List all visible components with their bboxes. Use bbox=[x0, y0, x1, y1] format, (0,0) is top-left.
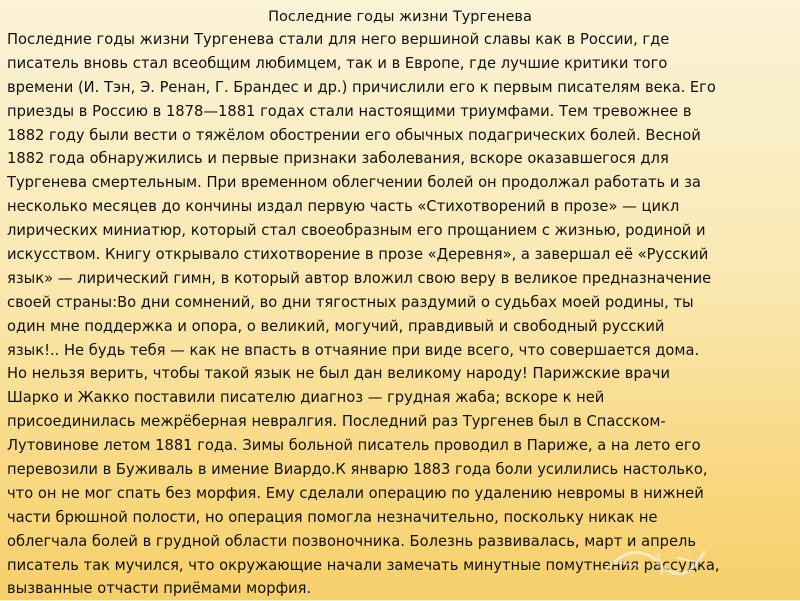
text-line: Тургенева смертельным. При временном облегчении болей он продолжал работать и за bbox=[7, 174, 701, 192]
text-line: лирических миниатюр, который стал своеобразным его прощанием с жизнью, родиной и bbox=[7, 222, 706, 240]
text-line: несколько месяцев до кончины издал первую часть «Стихотворений в прозе» — цикл bbox=[7, 198, 680, 216]
text-line: своей страны:Во дни сомнений, во дни тягостных раздумий о судьбах моей родины, ты bbox=[7, 293, 694, 311]
slide-title: Последние годы жизни Тургенева bbox=[268, 9, 532, 25]
text-line: язык» — лирический гимн, в который автор вложил свою веру в великое предназначение bbox=[7, 269, 712, 287]
text-line: Лутовинове летом 1881 года. Зимы больной писатель проводил в Париже, а на лето его bbox=[7, 437, 701, 455]
text-line: писатель вновь стал всеобщим любимцем, так и в Европе, где лучшие критики того bbox=[7, 54, 668, 72]
text-line: Шарко и Жакко поставили писателю диагноз — грудная жаба; вскоре к ней bbox=[7, 389, 605, 407]
body-text bbox=[7, 28, 793, 601]
text-line: писатель так мучился, что окружающие начали замечать минутные помутнения рассудка, bbox=[7, 556, 720, 574]
text-line: язык!.. Не будь тебя — как не впасть в отчаяние при виде всего, что совершается дома. bbox=[7, 341, 700, 359]
text-line: вызванные отчасти приёмами морфия. bbox=[7, 580, 312, 598]
text-line: Но нельзя верить, чтобы такой язык не был дан великому народу! Парижские врачи bbox=[7, 365, 670, 383]
text-line: части брюшной полости, но операция помогла незначительно, поскольку никак не bbox=[7, 508, 658, 526]
text-line: присоединилась межрёберная невралгия. Последний раз Тургенев был в Спасском- bbox=[7, 413, 666, 431]
text-line: один мне поддержка и опора, о великий, могучий, правдивый и свободный русский bbox=[7, 317, 665, 335]
text-line: облегчала болей в грудной области позвоночника. Болезнь развивалась, март и апрель bbox=[7, 532, 697, 550]
text-line: Последние годы жизни Тургенева стали для него вершиной славы как в России, где bbox=[7, 31, 670, 48]
text-line: 1882 году были вести о тяжёлом обострении его обычных подагрических болей. Весной bbox=[7, 126, 701, 144]
text-line: 1882 года обнаружились и первые признаки заболевания, вскоре оказавшегося для bbox=[7, 150, 669, 168]
text-line: искусством. Книгу открывало стихотворение в прозе «Деревня», а завершал её «Русский bbox=[7, 246, 709, 264]
text-line: что он не мог спать без морфия. Ему сделали операцию по удалению невромы в нижней bbox=[7, 484, 704, 502]
text-line: времени (И. Тэн, Э. Ренан, Г. Брандес и др.) причислили его к первым писателям века. Его bbox=[7, 78, 716, 96]
text-line: приезды в Россию в 1878—1881 годах стали настоящими триумфами. Тем тревожнее в bbox=[7, 102, 692, 120]
text-line: перевозили в Буживаль в имение Виардо.К январю 1883 года боли усилились настолько, bbox=[7, 461, 708, 479]
